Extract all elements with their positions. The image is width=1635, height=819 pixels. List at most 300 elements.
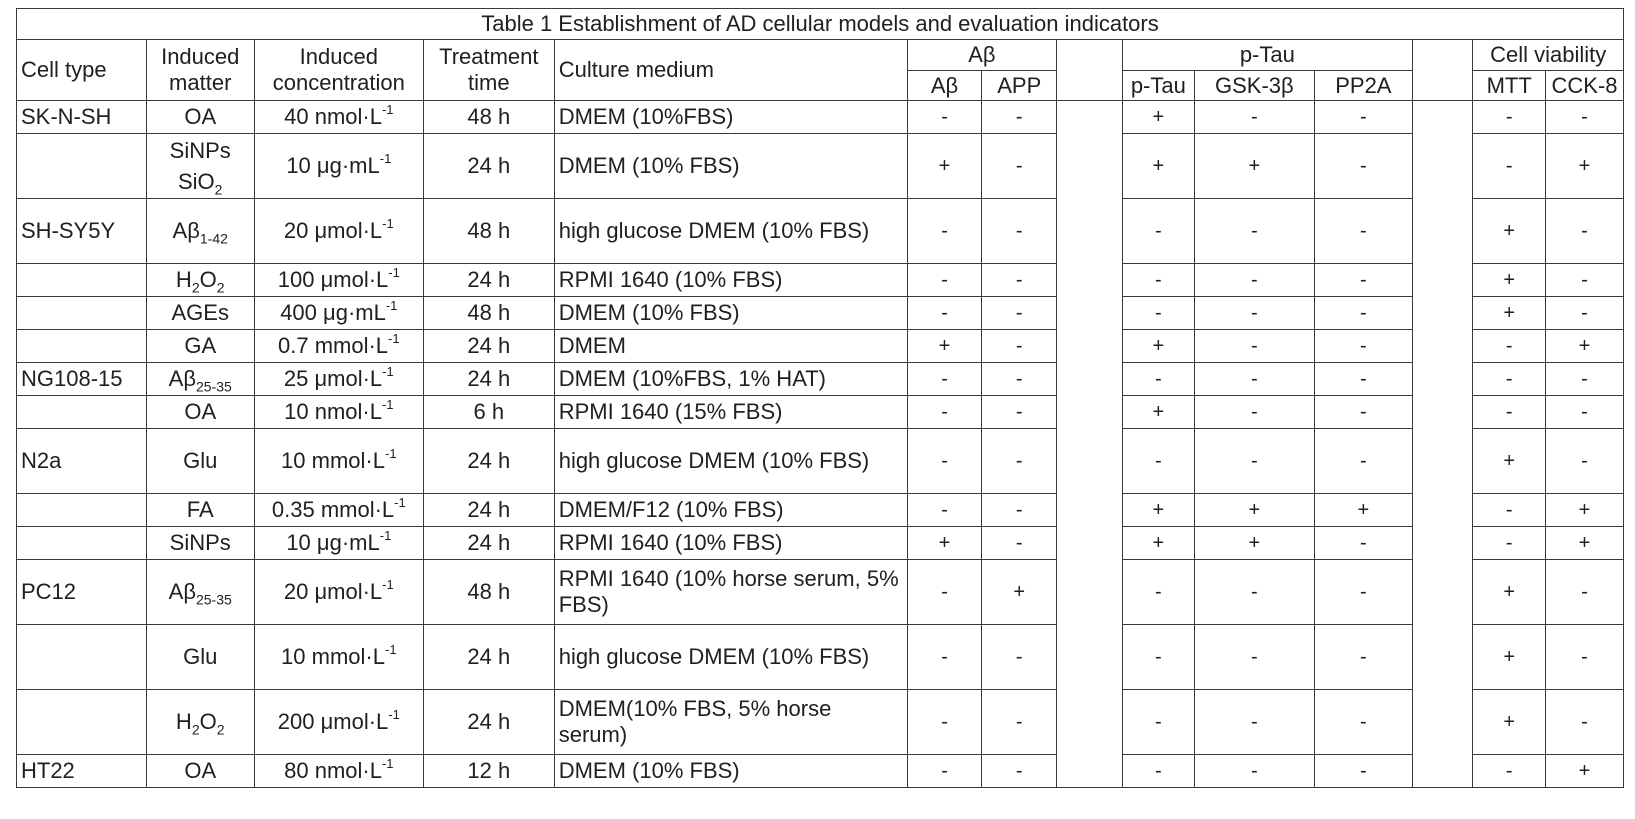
table-row <box>17 330 1624 363</box>
induced-matter <box>146 363 254 396</box>
induced-matter <box>146 690 254 755</box>
conc-unit: μmol·L <box>314 218 383 243</box>
culture-medium <box>554 494 907 527</box>
result-gsk-text: + <box>1248 155 1261 177</box>
conc-unit: mmol·L <box>320 497 395 522</box>
conc-exponent: -1 <box>379 150 392 166</box>
result-pp2a <box>1314 527 1413 560</box>
time-text: 24 h <box>467 153 511 178</box>
matter-text: SiNPs <box>169 530 231 555</box>
result-ptau-text: - <box>1155 269 1162 291</box>
result-ptau-text: + <box>1152 106 1165 128</box>
culture-medium <box>554 101 907 134</box>
conc-unit: μmol·L <box>314 579 383 604</box>
matter-subscript: 25-35 <box>195 378 232 395</box>
result-mtt-text: - <box>1505 335 1513 357</box>
time-text: 6 h <box>473 399 505 424</box>
treatment-time <box>423 396 554 429</box>
result-app-text: - <box>1015 760 1023 782</box>
result-pp2a-text: + <box>1357 499 1370 521</box>
cell-type <box>17 199 147 264</box>
result-app <box>982 396 1057 429</box>
conc-unit: mmol·L <box>314 333 389 358</box>
result-gsk-text: - <box>1251 106 1258 128</box>
result-abeta-text: - <box>941 269 948 291</box>
medium-text: DMEM <box>558 333 626 358</box>
matter-text: OA <box>184 399 217 424</box>
matter-subscript-2: 2 <box>216 721 225 738</box>
result-mtt-text: + <box>1503 581 1516 603</box>
result-mtt-text: + <box>1503 646 1516 668</box>
result-pp2a <box>1314 755 1413 788</box>
result-ptau-text: + <box>1152 335 1165 357</box>
cell-type <box>17 429 147 494</box>
result-mtt <box>1473 264 1546 297</box>
result-ptau-text: + <box>1152 401 1165 423</box>
result-pp2a <box>1314 297 1413 330</box>
time-text: 24 h <box>467 530 511 555</box>
result-gsk-text: - <box>1251 760 1258 782</box>
result-gsk <box>1195 527 1314 560</box>
result-ptau-text: - <box>1155 646 1162 668</box>
conc-unit: mmol·L <box>311 448 385 473</box>
cell-type-text: HT22 <box>21 758 75 783</box>
result-gsk-text: - <box>1251 302 1258 324</box>
conc-value: 20 <box>283 218 309 243</box>
matter-text: Glu <box>183 644 218 669</box>
matter-text: OA <box>184 104 217 129</box>
table-row <box>17 297 1624 330</box>
result-app <box>982 690 1057 755</box>
result-abeta-text: - <box>941 450 948 472</box>
culture-medium <box>554 527 907 560</box>
result-ptau-text: + <box>1152 532 1165 554</box>
conc-unit: μmol·L <box>320 709 389 734</box>
conc-unit: μg·mL <box>316 153 380 178</box>
result-pp2a <box>1314 363 1413 396</box>
time-text: 12 h <box>467 758 511 783</box>
result-abeta <box>907 330 982 363</box>
result-abeta-text: - <box>941 711 948 733</box>
cell-type <box>17 297 147 330</box>
header-group-abeta: Aβ <box>907 40 1056 71</box>
result-app-text: - <box>1015 368 1023 390</box>
header-culture-medium: Culture medium <box>554 40 907 101</box>
matter-text: H <box>175 709 192 734</box>
result-gsk-text: - <box>1251 711 1258 733</box>
result-cck <box>1546 429 1624 494</box>
induced-matter <box>146 494 254 527</box>
treatment-time <box>423 560 554 625</box>
result-app <box>982 429 1057 494</box>
result-gsk-text: - <box>1251 450 1258 472</box>
result-gsk <box>1195 134 1314 199</box>
table-row <box>17 625 1624 690</box>
conc-exponent: -1 <box>382 363 394 379</box>
matter-subscript: 2 <box>214 181 223 198</box>
result-abeta-text: - <box>941 401 948 423</box>
induced-matter <box>146 396 254 429</box>
result-gsk-text: - <box>1251 220 1258 242</box>
treatment-time <box>423 363 554 396</box>
conc-value: 0.35 <box>271 497 315 522</box>
culture-medium <box>554 297 907 330</box>
result-pp2a <box>1314 264 1413 297</box>
cell-type-text: SK-N-SH <box>21 104 112 129</box>
header-treatment-time: Treatment time <box>423 40 554 101</box>
result-cck-text: - <box>1581 646 1588 668</box>
table-row <box>17 560 1624 625</box>
result-pp2a-text: - <box>1360 368 1367 390</box>
induced-matter <box>146 625 254 690</box>
cell-type <box>17 101 147 134</box>
medium-text: high glucose DMEM (10% FBS) <box>558 448 870 473</box>
time-text: 48 h <box>467 218 511 243</box>
result-mtt <box>1473 755 1546 788</box>
result-pp2a-text: - <box>1360 106 1367 128</box>
cell-type-text: SH-SY5Y <box>21 218 116 243</box>
treatment-time <box>423 527 554 560</box>
cell-type <box>17 396 147 429</box>
header-induced-matter: Induced matter <box>146 40 254 101</box>
table-row <box>17 363 1624 396</box>
cell-type <box>17 494 147 527</box>
result-mtt-text: + <box>1503 711 1516 733</box>
induced-matter <box>146 755 254 788</box>
conc-exponent: -1 <box>382 576 394 592</box>
medium-text: RPMI 1640 (10% FBS) <box>558 530 783 555</box>
result-mtt <box>1473 429 1546 494</box>
result-cck <box>1546 690 1624 755</box>
header-app: APP <box>982 71 1057 101</box>
conc-value: 10 <box>284 399 309 424</box>
result-ptau-text: + <box>1152 499 1165 521</box>
conc-value: 80 <box>284 758 309 783</box>
result-app-text: + <box>1013 581 1026 603</box>
result-abeta-text: - <box>941 106 948 128</box>
header-cell-type: Cell type <box>17 40 147 101</box>
result-gsk <box>1195 363 1314 396</box>
result-gsk <box>1195 297 1314 330</box>
induced-concentration <box>254 199 423 264</box>
spacer-col-1 <box>1057 101 1122 788</box>
conc-exponent: -1 <box>381 755 394 771</box>
treatment-time <box>423 755 554 788</box>
result-mtt <box>1473 330 1546 363</box>
result-pp2a <box>1314 429 1413 494</box>
induced-matter <box>146 330 254 363</box>
result-mtt-text: + <box>1503 450 1516 472</box>
result-app <box>982 264 1057 297</box>
result-abeta <box>907 199 982 264</box>
treatment-time <box>423 429 554 494</box>
time-text: 24 h <box>467 267 511 292</box>
result-mtt-text: - <box>1505 760 1513 782</box>
induced-concentration <box>254 560 423 625</box>
result-ptau-text: + <box>1152 155 1165 177</box>
induced-concentration <box>254 755 423 788</box>
result-ptau-text: - <box>1155 220 1162 242</box>
result-abeta <box>907 625 982 690</box>
cell-type-text: NG108-15 <box>21 366 123 391</box>
result-cck <box>1546 527 1624 560</box>
conc-exponent: -1 <box>388 706 400 722</box>
matter-text: Glu <box>183 448 218 473</box>
table-row <box>17 527 1624 560</box>
result-ptau <box>1122 330 1195 363</box>
result-ptau <box>1122 396 1195 429</box>
matter-text: FA <box>186 497 214 522</box>
result-gsk <box>1195 560 1314 625</box>
result-cck-text: - <box>1581 368 1588 390</box>
culture-medium <box>554 134 907 199</box>
result-cck <box>1546 199 1624 264</box>
induced-matter <box>146 560 254 625</box>
conc-unit: nmol·L <box>314 399 382 424</box>
result-pp2a-text: - <box>1360 711 1367 733</box>
result-app-text: - <box>1015 450 1023 472</box>
result-mtt <box>1473 134 1546 199</box>
result-app-text: - <box>1015 711 1023 733</box>
header-induced-concentration: Induced concentration <box>254 40 423 101</box>
result-pp2a-text: - <box>1360 450 1367 472</box>
medium-text: DMEM(10% FBS, 5% horse serum) <box>558 696 832 747</box>
medium-text: DMEM (10% FBS) <box>558 300 740 325</box>
medium-text: DMEM/F12 (10% FBS) <box>558 497 784 522</box>
result-cck <box>1546 330 1624 363</box>
induced-concentration <box>254 297 423 330</box>
result-abeta <box>907 690 982 755</box>
result-cck-text: - <box>1581 450 1588 472</box>
culture-medium <box>554 396 907 429</box>
result-ptau <box>1122 101 1195 134</box>
result-gsk <box>1195 101 1314 134</box>
induced-matter <box>146 527 254 560</box>
result-app <box>982 527 1057 560</box>
result-pp2a <box>1314 494 1413 527</box>
header-spacer-1 <box>1057 40 1122 101</box>
result-abeta-text: - <box>941 499 948 521</box>
result-cck <box>1546 363 1624 396</box>
result-gsk-text: - <box>1251 269 1258 291</box>
evaluation-table <box>16 8 1624 788</box>
result-ptau <box>1122 494 1195 527</box>
table-row <box>17 134 1624 199</box>
result-app-text: - <box>1015 335 1023 357</box>
conc-exponent: -1 <box>394 494 406 510</box>
medium-text: high glucose DMEM (10% FBS) <box>558 218 870 243</box>
result-mtt-text: + <box>1503 302 1516 324</box>
conc-exponent: -1 <box>388 264 400 280</box>
result-gsk <box>1195 396 1314 429</box>
matter-tail: O <box>199 709 217 734</box>
time-text: 48 h <box>467 300 511 325</box>
conc-unit: mmol·L <box>311 644 385 669</box>
result-gsk <box>1195 690 1314 755</box>
result-pp2a <box>1314 396 1413 429</box>
result-pp2a-text: - <box>1360 760 1367 782</box>
result-app <box>982 330 1057 363</box>
conc-value: 200 <box>277 709 315 734</box>
result-abeta-text: + <box>938 532 951 554</box>
result-cck <box>1546 560 1624 625</box>
result-abeta <box>907 755 982 788</box>
culture-medium <box>554 755 907 788</box>
conc-exponent: -1 <box>388 330 400 346</box>
matter-text: H <box>175 267 192 292</box>
treatment-time <box>423 330 554 363</box>
spacer-col-2 <box>1413 101 1473 788</box>
conc-value: 10 <box>286 530 311 555</box>
result-cck-text: + <box>1578 155 1591 177</box>
result-pp2a <box>1314 134 1413 199</box>
induced-concentration <box>254 101 423 134</box>
table-body <box>17 101 1624 788</box>
table-row <box>17 429 1624 494</box>
result-ptau <box>1122 264 1195 297</box>
induced-concentration <box>254 527 423 560</box>
induced-concentration <box>254 396 423 429</box>
result-cck-text: - <box>1581 269 1588 291</box>
conc-unit: nmol·L <box>314 104 382 129</box>
result-gsk-text: - <box>1251 335 1258 357</box>
result-cck <box>1546 297 1624 330</box>
conc-unit: μg·mL <box>323 300 386 325</box>
result-cck-text: - <box>1581 581 1588 603</box>
cell-type <box>17 755 147 788</box>
result-cck-text: - <box>1581 106 1588 128</box>
result-mtt <box>1473 494 1546 527</box>
conc-value: 40 <box>284 104 309 129</box>
result-pp2a <box>1314 101 1413 134</box>
culture-medium <box>554 690 907 755</box>
culture-medium <box>554 199 907 264</box>
result-gsk <box>1195 494 1314 527</box>
result-app-text: - <box>1015 532 1023 554</box>
result-mtt <box>1473 560 1546 625</box>
result-app <box>982 363 1057 396</box>
result-gsk-text: - <box>1251 646 1258 668</box>
matter-text: Aβ <box>168 366 196 391</box>
result-ptau-text: - <box>1155 760 1162 782</box>
induced-matter <box>146 264 254 297</box>
result-mtt-text: + <box>1503 220 1516 242</box>
result-pp2a-text: - <box>1360 220 1367 242</box>
table-title: Table 1 Establishment of AD cellular models and evaluation indicators <box>17 9 1624 40</box>
conc-value: 25 <box>283 366 309 391</box>
conc-unit: μg·mL <box>316 530 380 555</box>
result-mtt-text: - <box>1505 532 1513 554</box>
induced-concentration <box>254 134 423 199</box>
result-mtt <box>1473 297 1546 330</box>
matter-tail: O <box>199 267 217 292</box>
result-abeta-text: - <box>941 220 948 242</box>
result-abeta <box>907 560 982 625</box>
result-app <box>982 199 1057 264</box>
conc-exponent: -1 <box>382 215 394 231</box>
result-ptau <box>1122 690 1195 755</box>
conc-value: 400 <box>280 300 317 325</box>
conc-unit: nmol·L <box>314 758 382 783</box>
result-gsk <box>1195 429 1314 494</box>
treatment-time <box>423 297 554 330</box>
result-cck-text: + <box>1578 760 1591 782</box>
induced-concentration <box>254 494 423 527</box>
cell-type <box>17 363 147 396</box>
table-row <box>17 264 1624 297</box>
culture-medium <box>554 363 907 396</box>
result-cck-text: - <box>1581 401 1588 423</box>
cell-type <box>17 560 147 625</box>
cell-type <box>17 690 147 755</box>
treatment-time <box>423 199 554 264</box>
medium-text: high glucose DMEM (10% FBS) <box>558 644 870 669</box>
cell-type-text: N2a <box>21 448 62 473</box>
result-app <box>982 755 1057 788</box>
result-mtt <box>1473 363 1546 396</box>
conc-value: 10 <box>286 153 311 178</box>
medium-text: RPMI 1640 (15% FBS) <box>558 399 783 424</box>
result-abeta-text: + <box>938 155 951 177</box>
cell-type-text: PC12 <box>21 579 77 604</box>
result-app-text: - <box>1015 302 1023 324</box>
result-pp2a-text: - <box>1360 646 1367 668</box>
result-pp2a-text: - <box>1360 155 1367 177</box>
result-gsk-text: - <box>1251 581 1258 603</box>
cell-type <box>17 264 147 297</box>
cell-type <box>17 134 147 199</box>
result-cck <box>1546 101 1624 134</box>
result-app <box>982 494 1057 527</box>
result-pp2a <box>1314 199 1413 264</box>
matter-subscript: 1-42 <box>199 230 228 247</box>
treatment-time <box>423 494 554 527</box>
result-pp2a-text: - <box>1360 335 1367 357</box>
result-app <box>982 560 1057 625</box>
header-spacer-2 <box>1413 40 1473 101</box>
induced-concentration <box>254 330 423 363</box>
result-mtt-text: + <box>1503 269 1516 291</box>
result-abeta-text: + <box>938 335 951 357</box>
induced-matter <box>146 429 254 494</box>
matter-text: GA <box>184 333 217 358</box>
result-app-text: - <box>1015 220 1023 242</box>
result-app-text: - <box>1015 106 1023 128</box>
conc-unit: μmol·L <box>314 366 383 391</box>
result-pp2a-text: - <box>1360 302 1367 324</box>
result-cck <box>1546 396 1624 429</box>
table-row <box>17 755 1624 788</box>
matter-line-1: SiNPs <box>169 138 231 163</box>
result-cck <box>1546 494 1624 527</box>
result-pp2a-text: - <box>1360 532 1367 554</box>
result-app-text: - <box>1015 646 1023 668</box>
conc-exponent: -1 <box>379 527 392 543</box>
result-ptau <box>1122 134 1195 199</box>
result-app <box>982 101 1057 134</box>
result-abeta-text: - <box>941 581 948 603</box>
result-ptau <box>1122 429 1195 494</box>
result-cck-text: - <box>1581 711 1588 733</box>
result-pp2a-text: - <box>1360 269 1367 291</box>
medium-text: RPMI 1640 (10% FBS) <box>558 267 783 292</box>
result-abeta <box>907 363 982 396</box>
result-pp2a-text: - <box>1360 401 1367 423</box>
table-row <box>17 396 1624 429</box>
result-ptau-text: - <box>1155 581 1162 603</box>
time-text: 48 h <box>467 104 511 129</box>
conc-exponent: -1 <box>385 445 397 461</box>
